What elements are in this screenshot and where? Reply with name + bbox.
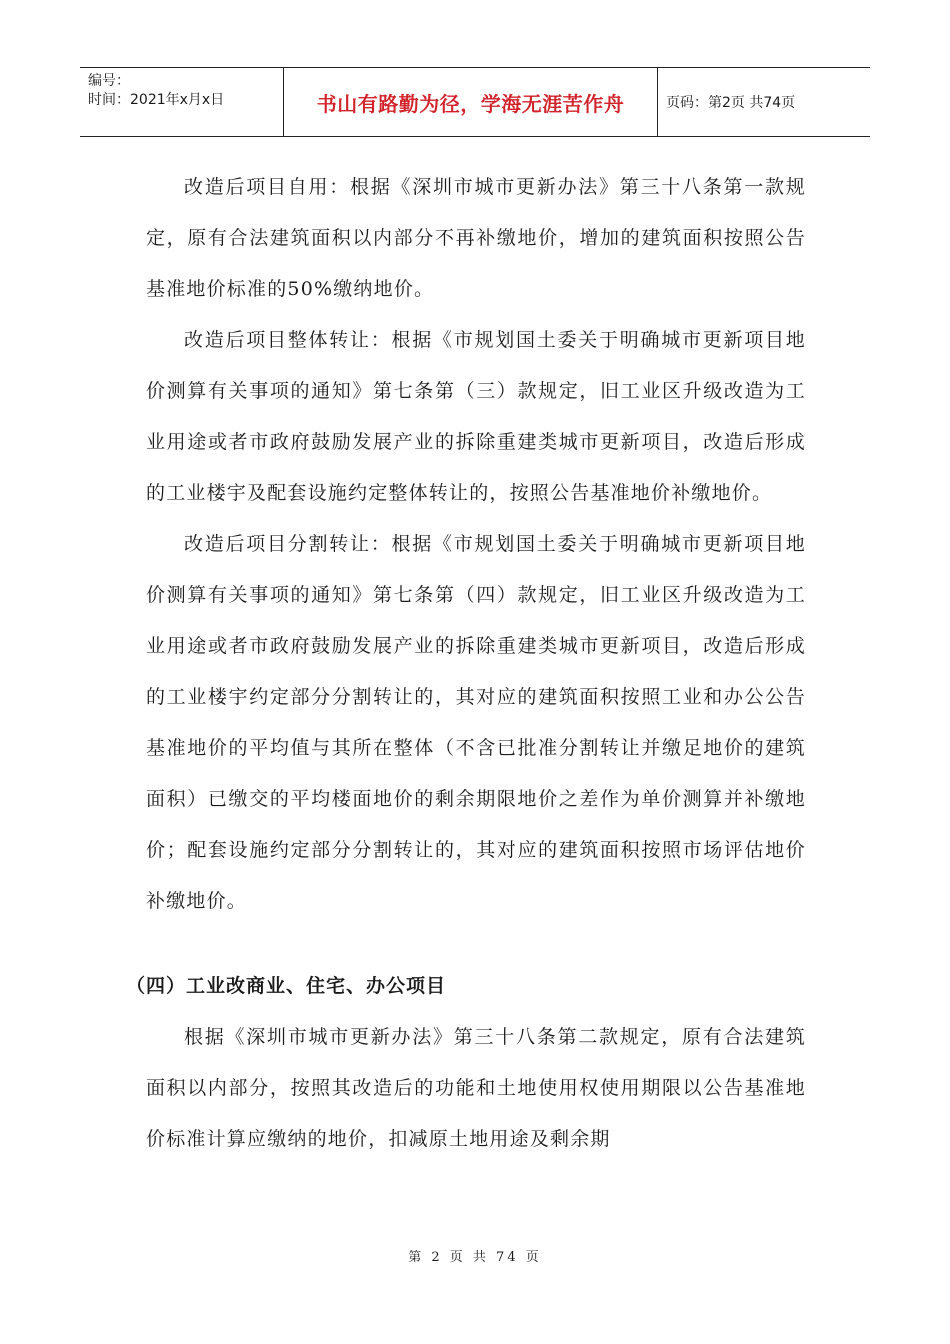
header-page-info: 页码：第2页 共74页 xyxy=(666,95,796,111)
document-time-label: 时间：2021年x月x日 xyxy=(88,92,225,108)
paragraph-whole-transfer: 改造后项目整体转让：根据《市规划国土委关于明确城市更新项目地价测算有关事项的通知》第七条第（三）款规定，旧工业区升级改造为工业用途或者市政府鼓励发展产业的拆除重建类城市更新项目，改造后形成的工业楼宇及配套设施约定整体转让的，按照公告基准地价补缴地价。 xyxy=(146,329,806,504)
header-meta-cell xyxy=(80,68,284,136)
section-heading: （四）工业改商业、住宅、办公项目 xyxy=(126,975,447,997)
paragraph-split-transfer: 改造后项目分割转让：根据《市规划国土委关于明确城市更新项目地价测算有关事项的通知》第七条第（四）款规定，旧工业区升级改造为工业用途或者市政府鼓励发展产业的拆除重建类城市更新项目，改造后形成的工业楼宇约定部分分割转让的，其对应的建筑面积按照工业和办公公告基准地价的平均值与其所在整体（不含已批准分割转让并缴足地价的建筑面积）已缴交的平均楼面地价的剩余期限地价之差作为单价测算并补缴地价；配套设施约定部分分割转让的，其对应的建筑面积按照市场评估地价补缴地价。 xyxy=(146,533,806,912)
page-footer: 第 2 页 共 74 页 xyxy=(408,1250,542,1265)
document-number-label: 编号： xyxy=(88,73,130,89)
page-header xyxy=(80,67,870,137)
paragraph-self-use: 改造后项目自用：根据《深圳市城市更新办法》第三十八条第一款规定，原有合法建筑面积以内部分不再补缴地价，增加的建筑面积按照公告基准地价标准的50%缴纳地价。 xyxy=(146,176,806,300)
section-paragraph: 根据《深圳市城市更新办法》第三十八条第二款规定，原有合法建筑面积以内部分，按照其改造后的功能和土地使用权使用期限以公告基准地价标准计算应缴纳的地价，扣减原土地用途及剩余期 xyxy=(146,1026,806,1150)
document-body xyxy=(126,162,806,1165)
header-motto: 书山有路勤为径，学海无涯苦作舟 xyxy=(284,68,658,136)
